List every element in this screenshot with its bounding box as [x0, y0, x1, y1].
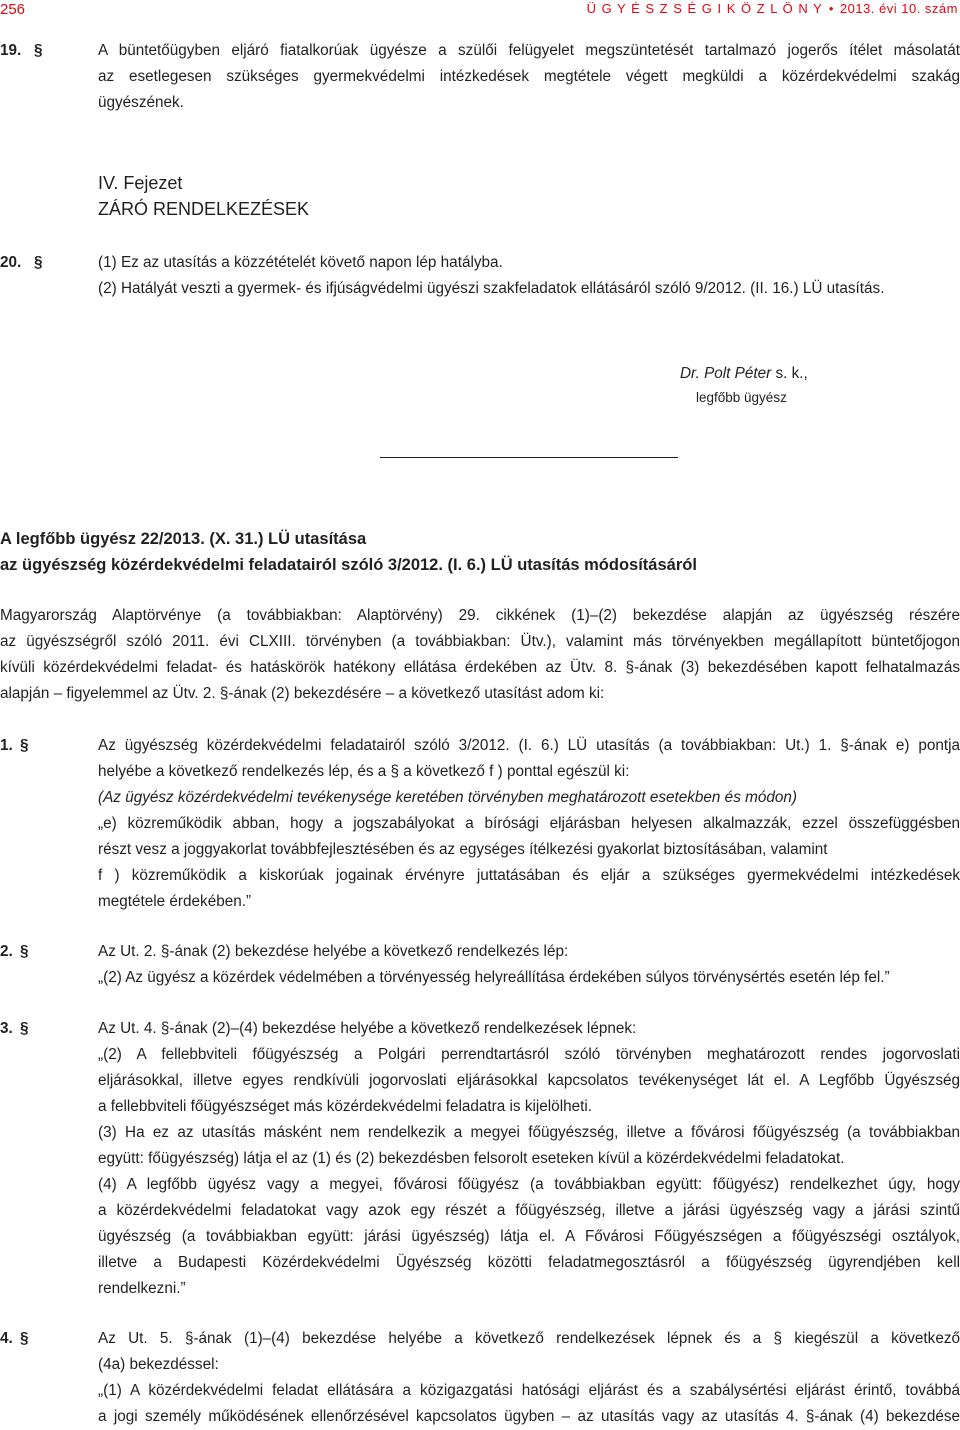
divider-line: [380, 457, 678, 458]
quote-line: „(1) A közérdekvédelmi feladat ellátására a közigazgatási hatósági eljárást és a szabálysértési eljárást érintő, továbbá: [98, 1382, 960, 1399]
paragraph-4-line: illetve a Budapesti Közérdekvédelmi Ügyészség közötti feladatmegosztásról a főügyészség ügyrendjében kell: [98, 1254, 960, 1271]
italic-context: (Az ügyész közérdekvédelmi tevékenysége keretében törvényben meghatározott esetekben és módon): [98, 789, 797, 806]
text-line: Magyarország Alaptörvénye (a továbbiakban: Alaptörvény) 29. cikkének (1)–(2) bekezdése alapján az ügyészség részére: [0, 607, 960, 624]
chapter-title: ZÁRÓ RENDELKEZÉSEK: [98, 199, 310, 219]
point-f-line: megtétele érdekében.”: [98, 893, 252, 910]
paragraph-2-line: „(2) A fellebbviteli főügyészség a Polgári perrendtartásról szóló törvényben meghatározott rendes jogorvoslati: [98, 1046, 960, 1063]
section-sign: §: [20, 737, 29, 754]
page-number: 256: [0, 1, 26, 18]
section-number: 1.: [0, 737, 13, 754]
section-body: [98, 733, 960, 915]
section-number: 20.: [0, 254, 22, 271]
signer-name: Dr. Polt Péter: [680, 365, 772, 382]
text-line: Az Ut. 2. §-ának (2) bekezdése helyébe a következő rendelkezés lép:: [98, 943, 569, 960]
text-line: az ügyészségről szóló 2011. évi CLXIII. törvényben (a továbbiakban: Ütv.), valamint más törvényekben megállapított büntetőjogon: [0, 633, 960, 650]
paragraph-4-line: (4) A legfőbb ügyész vagy a megyei, fővárosi főügyész (a továbbiakban együtt: főügyész) rendelkezhet úgy, hogy: [98, 1176, 960, 1193]
text-line: (4a) bekezdéssel:: [98, 1356, 219, 1373]
section-sign: §: [20, 943, 29, 960]
section-number: 3.: [0, 1020, 13, 1037]
document-title-line-1: A legfőbb ügyész 22/2013. (X. 31.) LÜ utasítása: [0, 530, 367, 548]
bullet-separator: •: [828, 1, 834, 16]
quote-line: a jogi személy működésének ellenőrzésével kapcsolatos ügyben – az utasítás vagy az utasítás 4. §-ának (4) bekezdése: [98, 1408, 960, 1425]
page-header: [0, 0, 960, 22]
paragraph-1: (1) Ez az utasítás a közzétételét követő napon lép hatályba.: [98, 254, 503, 271]
signature-block: [680, 362, 808, 410]
preamble: [0, 603, 960, 707]
chapter-number: IV. Fejezet: [98, 173, 183, 193]
section-sign: §: [34, 254, 43, 271]
issue-label: 2013. évi 10. szám: [839, 1, 958, 16]
section-body: [98, 38, 960, 116]
paragraph-4-line: ügyészség (a továbbiakban együtt: járási ügyészség) látja el. A Fővárosi Főügyészségen a főügyészségi osztályok,: [98, 1228, 960, 1245]
point-e-line: részt vesz a joggyakorlat továbbfejlesztésében és az egységes ítélkezési gyakorlat biztosításában, valamint: [98, 841, 828, 858]
point-e-line: „e) közreműködik abban, hogy a jogszabályokat a bírósági eljárásban helyesen alkalmazzák, ezzel összefüggésben: [98, 815, 960, 832]
text-line: A büntetőügyben eljáró fiatalkorúak ügyésze a szülői felügyelet megszüntetését tartalmazó jogerős ítélet másolatát: [98, 42, 960, 59]
text-line: ügyészének.: [98, 94, 184, 111]
paragraph-4-line: rendelkezni.”: [98, 1280, 186, 1297]
paragraph-2-line: a fellebbviteli főügyészséget más közérdekvédelmi feladatra is kijelölheti.: [98, 1098, 593, 1115]
signer-suffix: s. k.,: [771, 365, 808, 382]
section-sign: §: [20, 1330, 29, 1347]
text-line: kívüli közérdekvédelmi feladat- és hatáskörök hatékony ellátása érdekében az Ütv. 8. §-ának (3) bekezdésében kapott felhatalmazás: [0, 659, 960, 676]
quote-line: „(2) Az ügyész a közérdek védelmében a törvényesség helyreállítása érdekében súlyos törvénysértés esetén lép fel.”: [98, 969, 890, 986]
text-line: Az Ut. 4. §-ának (2)–(4) bekezdése helyébe a következő rendelkezések lépnek:: [98, 1020, 637, 1037]
text-line: az esetlegesen szükséges gyermekvédelmi intézkedések megtétele végett megküldi a közérdekvédelmi szakág: [98, 68, 960, 85]
paragraph-3-line: (3) Ha ez az utasítás másként nem rendelkezik a megyei főügyészség, illetve a fővárosi főügyészség (a továbbiakban: [98, 1124, 960, 1141]
paragraph-2: (2) Hatályát veszti a gyermek- és ifjúságvédelmi ügyészi szakfeladatok ellátásáról szóló 9/2012. (II. 16.) LÜ utasítás.: [98, 280, 885, 297]
section-number: 4.: [0, 1330, 13, 1347]
journal-name: Ü G Y É S Z S É G I K Ö Z L Ö N Y: [586, 1, 823, 16]
section-body: [98, 1326, 960, 1430]
section-body: [98, 1016, 960, 1302]
section-sign: §: [34, 42, 43, 59]
document-title-line-2: az ügyészség közérdekvédelmi feladatairól szóló 3/2012. (I. 6.) LÜ utasítás módosításáról: [0, 556, 697, 574]
journal-title: [587, 1, 958, 16]
paragraph-4-line: a közérdekvédelmi feladatokat vagy azok egy részét a főügyészség, illetve a járási ügyészség vagy a járási szintű: [98, 1202, 960, 1219]
text-line: helyébe a következő rendelkezés lép, és a § a következő f ) ponttal egészül ki:: [98, 763, 630, 780]
paragraph-2-line: eljárásokkal, illetve egyes rendkívüli jogorvoslati eljárásokkal kapcsolatos tevékenységet lát el. A Legfőbb Ügyészség: [98, 1072, 960, 1089]
section-body: [98, 250, 960, 302]
section-number: 2.: [0, 943, 13, 960]
section-body: [98, 939, 960, 991]
point-f-line: f ) közreműködik a kiskorúak jogainak érvényre juttatásában és eljár a szükséges gyermekvédelmi intézkedések: [98, 867, 960, 884]
text-line: alapján – figyelemmel az Ütv. 2. §-ának (2) bekezdésére – a következő utasítást adom ki:: [0, 685, 605, 702]
signer-title: legfőbb ügyész: [696, 390, 787, 405]
text-line: Az Ut. 5. §-ának (1)–(4) bekezdése helyébe a következő rendelkezések lépnek és a § kiegészül a következő: [98, 1330, 960, 1347]
section-sign: §: [20, 1020, 29, 1037]
text-line: Az ügyészség közérdekvédelmi feladatairól szóló 3/2012. (I. 6.) LÜ utasítás (a továbbiakban: Ut.) 1. §-ának e) pontja: [98, 737, 960, 754]
section-number: 19.: [0, 42, 22, 59]
paragraph-3-line: együtt: főügyészség) látja el az (1) és (2) bekezdésben felsorolt eseteken kívül a közérdekvédelmi feladatokat.: [98, 1150, 845, 1167]
